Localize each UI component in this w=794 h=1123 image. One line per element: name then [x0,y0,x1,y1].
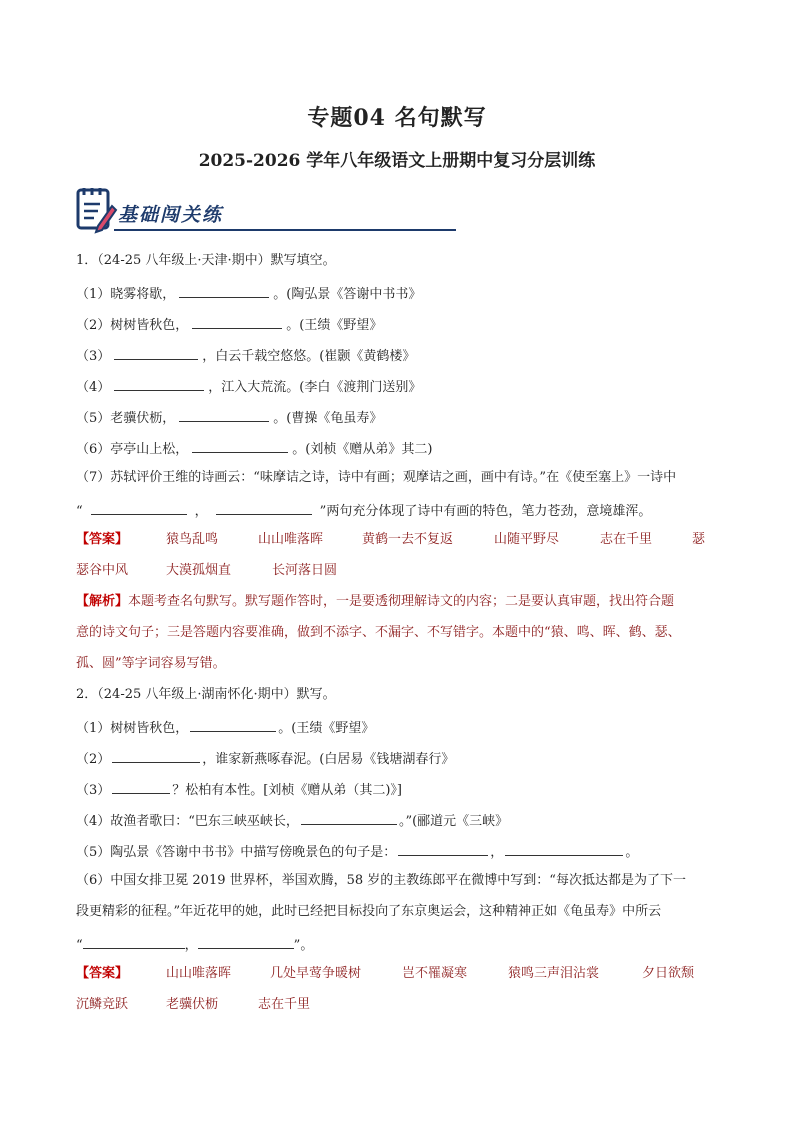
q1-answer: 大漠孤烟直 [166,563,232,578]
q2-item-2: （2） ，谁家新燕啄春泥。(白居易《钱塘湖春行》 [76,748,454,769]
q2-answer: 几处早莺争暖树 [270,966,362,981]
q2-answer: 沉鳞竞跃 [76,997,129,1012]
q2-answer: 夕日欲颓 [642,966,695,981]
q1-answer: 山随平野尽 [494,532,560,547]
q2-item-6-line-1: （6）中国女排卫冕 2019 世界杯，举国欢腾，58 岁的主教练郎平在微博中写到：“每次抵达都是为了下一 [76,873,686,888]
question-1-stem: 1．（24-25 八年级上·天津·期中）默写填空。 [76,253,336,268]
page-subtitle: 2025-2026 学年八年级语文上册期中复习分层训练 [198,151,596,171]
q1-answer: 瑟 [692,532,706,547]
q1-answer: 猿鸟乱鸣 [166,532,219,547]
q1-item-2: （2）树树皆秋色， 。(王绩《野望》 [76,314,382,335]
q1-item-1: （1）晓雾将歇， 。(陶弘景《答谢中书书》 [76,283,421,304]
q2-answer: 老骥伏枥 [166,997,219,1012]
q2-item-3: （3） ？松柏有本性。[刘桢《赠从弟（其二)》] [76,779,402,800]
q1-item-3: （3） ，白云千载空悠悠。(崔颢《黄鹤楼》 [76,345,415,366]
q1-item-4: （4） ，江入大荒流。(李白《渡荆门送别》 [76,376,421,397]
q2-item-1: （1）树树皆秋色， 。(王绩《野望》 [76,717,374,738]
section-label: 基础闯关练 [118,204,224,226]
q2-answer: 志在千里 [258,997,311,1012]
q1-item-7-line-2: “ ， ”两句充分体现了诗中有画的特色，笔力苍劲，意境雄浑。 [76,500,651,521]
q1-analysis-line-1: 【解析】本题考查名句默写。默写题作答时，一是要透彻理解诗文的内容；二是要认真审题，找出符合题 [76,594,675,609]
q2-item-5: （5）陶弘景《答谢中书书》中描写傍晚景色的句子是： ， 。 [76,841,638,862]
q2-answer-tag: 【答案】 [76,966,129,981]
q2-item-4: （4）故渔者歌曰：“巴东三峡巫峡长， 。”(郦道元《三峡》 [76,810,508,831]
q1-analysis-line-3: 孤、圆”等字词容易写错。 [76,656,226,671]
q1-item-5: （5）老骥伏枥， 。(曹操《龟虽寿》 [76,407,382,428]
q1-answer-tag: 【答案】 [76,532,129,547]
q1-answer: 志在千里 [600,532,653,547]
notebook-pen-icon [78,188,116,232]
q2-answer: 猿鸣三声泪沾裳 [508,966,600,981]
q1-item-6: （6）亭亭山上松， 。(刘桢《赠从弟》其二) [76,438,432,459]
q1-answer: 山山唯落晖 [258,532,324,547]
page-title: 专题04 名句默写 [307,105,487,131]
q1-answer: 长河落日圆 [272,563,338,578]
q2-answer: 岂不罹凝寒 [402,966,468,981]
q1-item-7-line-1: （7）苏轼评价王维的诗画云：“味摩诘之诗，诗中有画；观摩诘之画，画中有诗。”在《使至塞上》一诗中 [76,470,677,485]
q1-answer: 瑟谷中风 [76,563,129,578]
q2-item-6-line-3: “ ， ”。 [76,934,313,955]
question-2-stem: 2．（24-25 八年级上·湖南怀化·期中）默写。 [76,687,336,702]
q1-answer: 黄鹤一去不复返 [362,532,454,547]
q2-item-6-line-2: 段更精彩的征程。”年近花甲的她，此时已经把目标投向了东京奥运会，这种精神正如《龟虽寿》中所云 [76,904,662,919]
q2-answer: 山山唯落晖 [166,966,232,981]
q1-analysis-line-2: 意的诗文句子；三是答题内容要准确，做到不添字、不漏字、不写错字。本题中的“猿、鸣、晖、鹤、瑟、 [76,625,681,640]
